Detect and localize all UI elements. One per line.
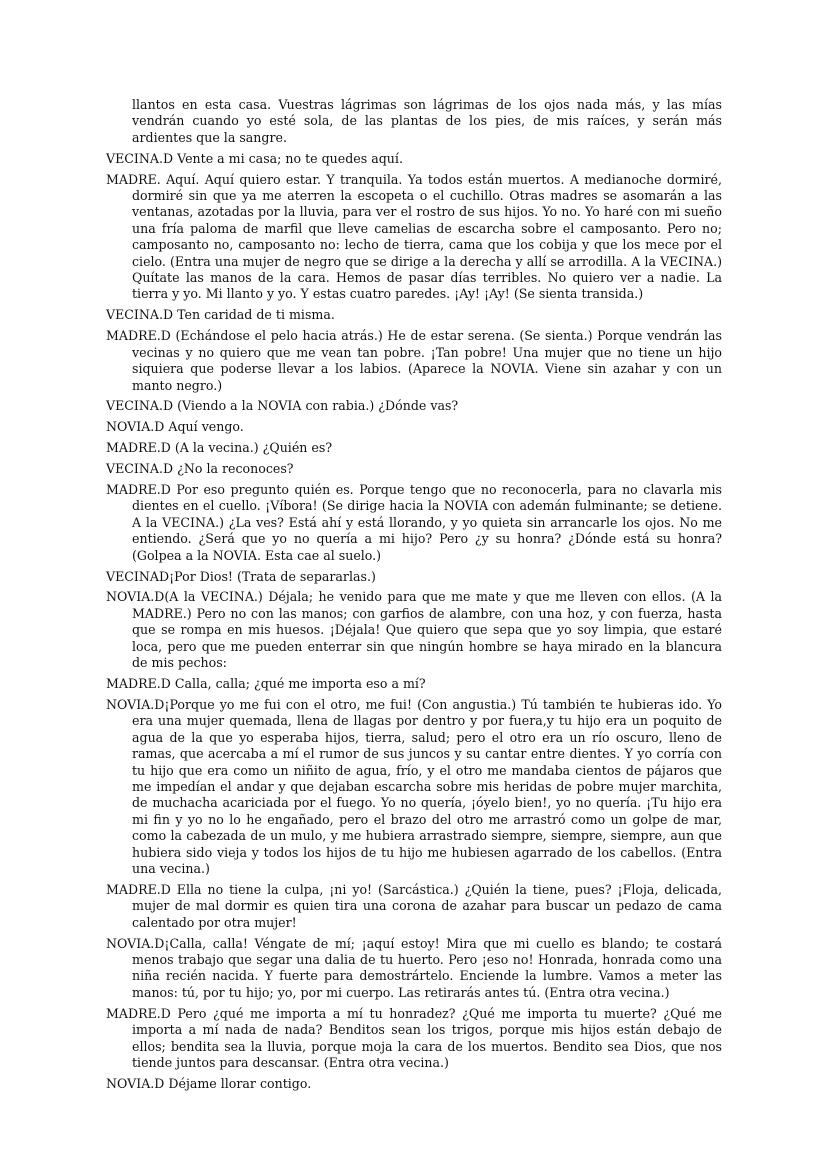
dialogue-text: Ten caridad de ti misma. — [173, 307, 335, 323]
speaker-name: NOVIA.D — [106, 1075, 165, 1091]
speaker-name: MADRE.D — [106, 328, 171, 344]
document-page — [106, 97, 722, 1097]
dialogue-line — [106, 328, 722, 394]
dialogue-text: ¿No la reconoces? — [173, 461, 294, 477]
dialogue-text: ¡Calla, calla! Véngate de mí; ¡aquí estoy! Mira que mi cuello es blando; te costará menos trabajo que segar una dalia de tu huerto. Pero ¡eso no! Honrada, honrada como una niña recién nacida. Y fuerte para demostrártelo. Enciende la lumbre. Vamos a meter las manos: tú, por tu hijo; yo, por mi cuerpo. Las retirarás antes tú. (Entra otra vecina.) — [132, 935, 722, 1000]
speaker-name: NOVIA.D — [106, 589, 165, 605]
dialogue-text: Déjame llorar contigo. — [164, 1075, 312, 1091]
speaker-name: MADRE.D — [106, 676, 171, 691]
dialogue-text: Por eso pregunto quién es. Porque tengo que no reconocerla, para no clavarla mis dientes en el cuello. ¡Víbora! (Se dirige hacia la NOVIA con ademán fulminante; se detiene. A la VECINA.) ¿La ves? Está ahí y está llorando, y yo quieta sin arrancarle los ojos. No me entiendo. ¿Será que yo no quería a mi hijo? Pero ¿y su honra? ¿Dónde está su honra? (Golpea a la NOVIA. Esta cae al suelo.) — [132, 482, 722, 563]
dialogue-line — [106, 936, 722, 1002]
speaker-name: VECINA.D — [106, 150, 174, 166]
dialogue-line — [106, 676, 722, 692]
speaker-name: VECINA.D — [106, 398, 174, 414]
dialogue-text: ¡Por Dios! (Trata de separarlas.) — [169, 568, 376, 584]
speaker-name: VECINAD — [106, 568, 170, 584]
dialogue-line — [106, 151, 722, 167]
dialogue-text: ¡Porque yo me fui con el otro, me fui! (Con angustia.) Tú también te hubieras ido. Yo era una mujer quemada, llena de llagas por dentro y por fuera,y tu hijo era un poquito de agua de la que yo esperaba hijos, tierra, salud; pero el otro era un río oscuro, lleno de ramas, que acercaba a mí el rumor de sus juncos y su cantar entre dientes. Y yo corría con tu hijo que era como un niñito de agua, frío, y el otro me mandaba cientos de pájaros que me impedían el andar y que dejaban escarcha sobre mis heridas de pobre mujer marchita, de muchacha acariciada por el fuego. Yo no quería, ¡óyelo bien!, yo no quería. ¡Tu hijo era mi fin y yo no lo he engañado, pero el brazo del otro me arrastró como un golpe de mar, como la cabezada de un mulo, y me hubiera arrastrado siempre, siempre, siempre, aun que hubiera sido vieja y todos los hijos de tu hijo me hubiesen agarrado de los cabellos. (Entra una vecina.) — [132, 696, 722, 876]
dialogue-line — [106, 172, 722, 303]
speaker-name: NOVIA.D — [106, 419, 165, 435]
dialogue-line — [106, 307, 722, 323]
dialogue-text: Aquí vengo. — [164, 419, 244, 435]
dialogue-text: Ella no tiene la culpa, ¡ni yo! (Sarcástica.) ¿Quién la tiene, pues? ¡Floja, delicada, mujer de mal dormir es quien tira una corona de azahar para buscar un pedazo de cama calentado por otra mujer! — [132, 881, 722, 930]
dialogue-text: (Viendo a la NOVIA con rabia.) ¿Dónde vas? — [173, 398, 459, 414]
speaker-name: NOVIA.D — [106, 935, 165, 951]
speaker-name: MADRE.D — [106, 881, 171, 897]
speaker-name: VECINA.D — [106, 307, 174, 323]
speaker-name: MADRE.D — [106, 482, 171, 498]
dialogue-line — [106, 482, 722, 564]
dialogue-line — [106, 882, 722, 931]
dialogue-text: Vente a mi casa; no te quedes aquí. — [173, 150, 403, 166]
dialogue-text: Pero ¿qué me importa a mí tu honradez? ¿Qué me importa tu muerte? ¿Qué me importa a mí nada de nada? Benditos sean los trigos, porque mis hijos están debajo de ellos; bendita sea la lluvia, porque moja la cara de los muertos. Bendito sea Dios, que nos tiende juntos para descansar. (Entra otra vecina.) — [132, 1005, 722, 1070]
dialogue-text: Calla, calla; ¿qué me importa eso a mí? — [170, 676, 426, 691]
speaker-name: MADRE.D — [106, 440, 171, 456]
dialogue-line — [106, 1006, 722, 1072]
dialogue-line — [106, 1076, 722, 1092]
dialogue-text: Aquí. Aquí quiero estar. Y tranquila. Ya todos están muertos. A medianoche dormiré, dormiré sin que ya me aterren la escopeta o el cuchillo. Otras madres se asomarán a las ventanas, azotadas por la lluvia, para ver el rostro de sus hijos. Yo no. Yo haré con mi sueño una fría paloma de marfil que lleve camelias de escarcha sobre el camposanto. Pero no; camposanto no, camposanto no: lecho de tierra, cama que los cobija y que los mece por el cielo. (Entra una mujer de negro que se dirige a la derecha y allí se arrodilla. A la VECINA.) Quítate las manos de la cara. Hemos de pasar días terribles. No quiero ver a nadie. La tierra y yo. Mi llanto y yo. Y estas cuatro paredes. ¡Ay! ¡Ay! (Se sienta transida.) — [132, 171, 722, 302]
dialogue-line — [106, 419, 722, 435]
paragraph-continuation — [106, 97, 722, 146]
speaker-name: VECINA.D — [106, 461, 174, 477]
speaker-name: MADRE. — [106, 171, 161, 187]
dialogue-text: (Echándose el pelo hacia atrás.) He de estar serena. (Se sienta.) Porque vendrán las vecinas y no quiero que me vean tan pobre. ¡Tan pobre! Una mujer que no tiene un hijo siquiera que poderse llevar a los labios. (Aparece la NOVIA. Viene sin azahar y con un manto negro.) — [132, 328, 722, 393]
dialogue-line — [106, 697, 722, 877]
dialogue-line — [106, 461, 722, 477]
dialogue-line — [106, 589, 722, 671]
dialogue-text: (A la vecina.) ¿Quién es? — [170, 440, 333, 456]
dialogue-line — [106, 398, 722, 414]
dialogue-text: (A la VECINA.) Déjala; he venido para que me mate y que me lleven con ellos. (A la MADRE.) Pero no con las manos; con garfios de alambre, con una hoz, y con fuerza, hasta que se rompa en mis huesos. ¡Déjala! Que quiero que sepa que yo soy limpia, que estaré loca, pero que me pueden enterrar sin que ningún hombre se haya mirado en la blancura de mis pechos: — [132, 589, 722, 671]
speaker-name: NOVIA.D — [106, 696, 165, 712]
speaker-name: MADRE.D — [106, 1005, 171, 1021]
dialogue-line — [106, 569, 722, 585]
dialogue-text: llantos en esta casa. Vuestras lágrimas son lágrimas de los ojos nada más, y las mías vendrán cuando yo esté sola, de las plantas de los pies, de mis raíces, y serán más ardientes que la sangre. — [132, 97, 722, 145]
dialogue-line — [106, 440, 722, 456]
